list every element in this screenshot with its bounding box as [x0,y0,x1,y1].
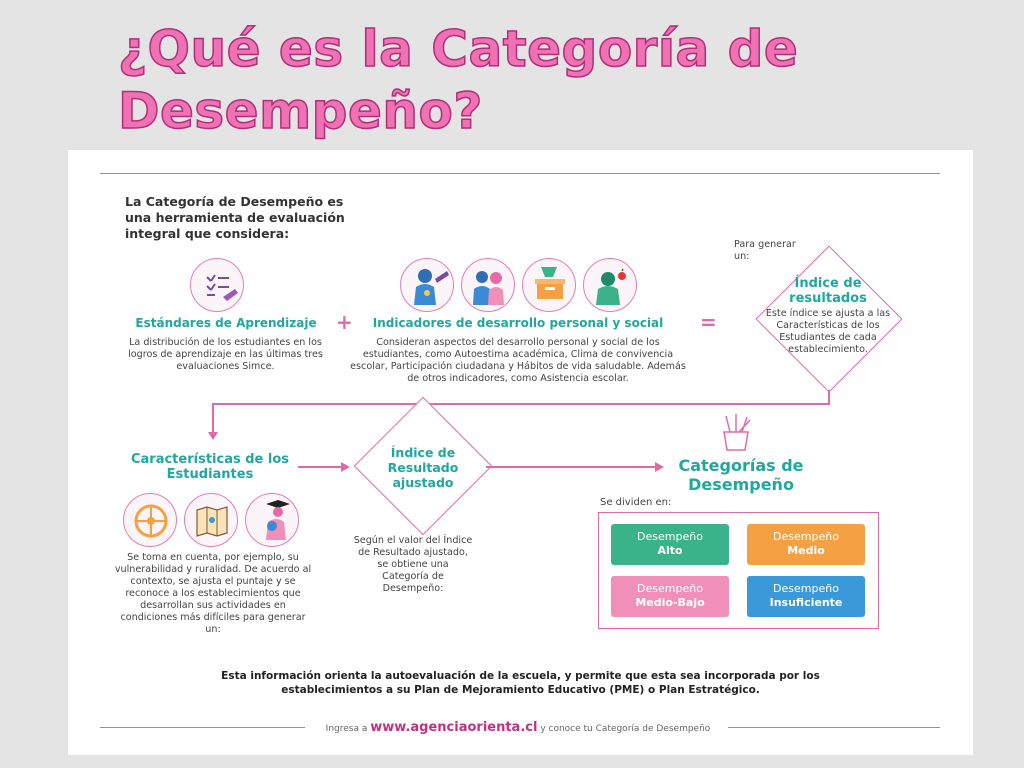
connector-line [298,466,342,468]
connector-line [486,466,656,468]
connector-line [212,403,830,405]
indice-ajustado-desc: Según el valor del Índice de Resultado ajustado, se obtiene una Categoría de Desempeño: [353,535,473,594]
category-label: Desempeño [637,582,703,595]
top-divider [100,173,940,174]
category-alto [611,524,729,565]
connector-line [212,403,214,433]
indice-resultados-desc: Este índice se ajusta a las Características de los Estudiantes de cada establecimiento. [765,308,891,355]
category-medio [747,524,865,565]
arrow-right-icon [655,462,664,472]
category-level: Alto [657,544,683,557]
indicadores-title: Indicadores de desarrollo personal y social [372,316,664,330]
bottom-prefix: Ingresa a [325,724,368,734]
bottom-divider-right [728,727,940,728]
healthy-eating-icon [583,258,637,312]
category-label: Desempeño [773,582,839,595]
pencil-cup-icon [716,412,756,452]
graduation-mother-icon [245,493,299,547]
plus-sign: + [336,310,353,334]
bottom-divider-left [100,727,305,728]
category-insuficiente [747,576,865,617]
caracteristicas-desc: Se toma en cuenta, por ejemplo, su vulnerabilidad y ruralidad. De acuerdo al contexto, se ajusta el puntaje y se reconoce a los establecimientos que desarrollan sus actividades en condiciones más difíciles para generar un: [114,552,312,635]
checklist-icon [190,258,244,312]
students-pair-icon [461,258,515,312]
categorias-title: Categorías de Desempeño [678,456,804,494]
category-level: Medio-Bajo [635,596,705,609]
category-medio-bajo [611,576,729,617]
infographic-card [68,150,973,755]
slide-title: ¿Qué es la Categoría de Desempeño? [118,20,799,140]
estandares-desc: La distribución de los estudiantes en los logros de aprendizaje en las últimas tres evaluaciones Simce. [128,337,323,372]
indice-resultados-title: Índice de resultados [789,276,867,306]
arrow-right-icon [341,462,350,472]
bottom-suffix: y conoce tu Categoría de Desempeño [540,724,711,734]
para-generar-text: Para generar un: [734,239,796,262]
indicadores-desc: Consideran aspectos del desarrollo personal y social de los estudiantes, como Autoestima académica, Clima de convivencia escolar, Participación ciudadana y Hábitos de vida saludable. Además de otros indicadores, como Asistencia escolar. [350,337,686,384]
intro-text: La Categoría de Desempeño es una herramienta de evaluación integral que considera: [125,194,345,241]
community-map-icon [184,493,238,547]
box-icon [522,258,576,312]
arrow-down-icon [208,432,218,440]
category-label: Desempeño [637,530,703,543]
estandares-title: Estándares de Aprendizaje [135,316,317,330]
rural-map-icon [123,493,177,547]
footer-note: Esta información orienta la autoevaluación de la escuela, y permite que esta sea incorporada por los establecimientos a su Plan de Mejoramiento Educativo (PME) o Plan Estratégico. [221,670,820,696]
category-level: Medio [787,544,825,557]
caracteristicas-title: Características de los Estudiantes [130,452,290,482]
categorias-box [598,512,879,629]
equals-sign: = [700,310,717,334]
indice-ajustado-title: Índice de Resultado ajustado [387,445,459,490]
student-icon [400,258,454,312]
connector-line [828,390,830,404]
se-dividen-text: Se dividen en: [600,497,672,508]
website-link[interactable]: www.agenciaorienta.cl [370,720,538,735]
bottom-link-line [308,720,728,735]
category-level: Insuficiente [769,596,843,609]
category-label: Desempeño [773,530,839,543]
